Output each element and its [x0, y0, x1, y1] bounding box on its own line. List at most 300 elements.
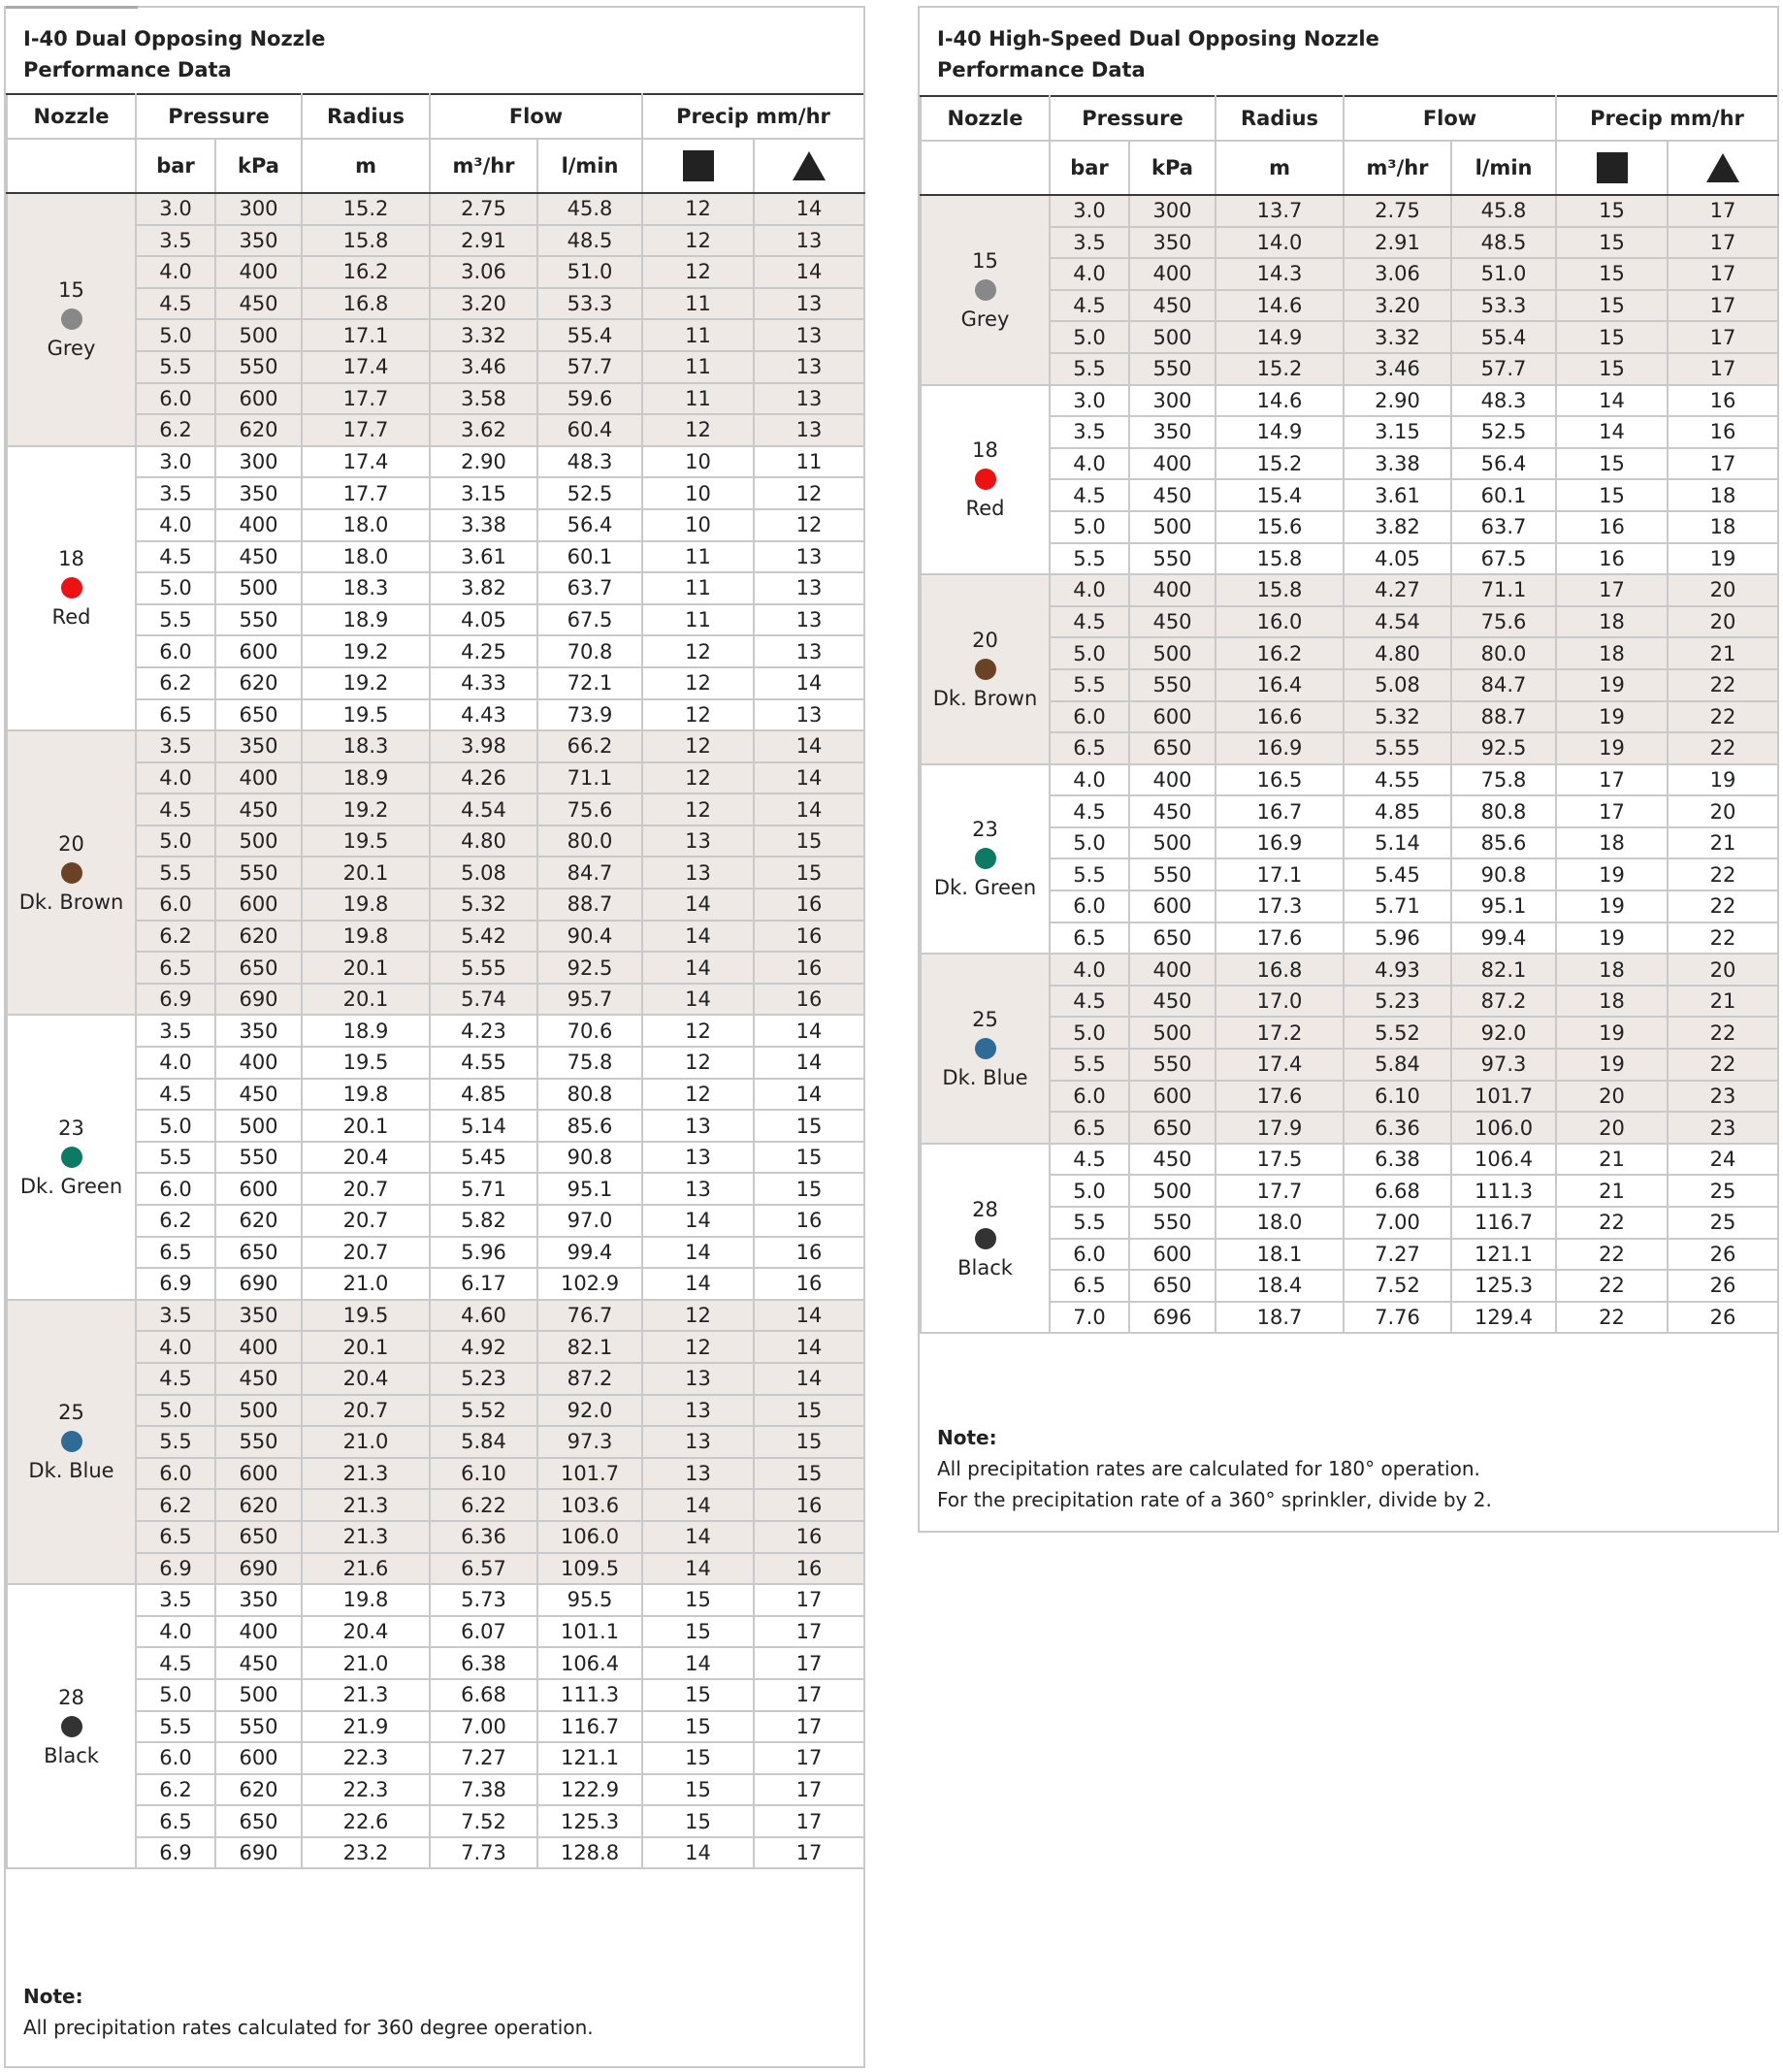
cell-kpa: 350: [215, 730, 302, 762]
cell-m3hr: 4.05: [430, 604, 537, 636]
cell-radius: 14.9: [1216, 416, 1344, 448]
table-row: [921, 543, 1778, 575]
cell-precip-square: 19: [1556, 890, 1668, 923]
cell-radius: 17.1: [302, 319, 430, 351]
cell-bar: 5.5: [136, 351, 215, 383]
nozzle-dot-wrap: [922, 656, 1049, 683]
cell-kpa: 450: [1129, 479, 1216, 511]
cell-precip-triangle: 17: [754, 1805, 864, 1837]
cell-radius: 16.2: [1216, 637, 1344, 669]
header-pressure: Pressure: [136, 94, 302, 139]
cell-lmin: 97.0: [537, 1205, 642, 1237]
cell-bar: 6.0: [136, 889, 215, 921]
left-performance-table: [6, 93, 865, 1869]
cell-radius: 17.7: [302, 383, 430, 415]
cell-m3hr: 6.57: [430, 1553, 537, 1585]
table-row: [7, 793, 864, 826]
subheader-empty: [7, 139, 136, 193]
cell-m3hr: 4.54: [1344, 606, 1451, 638]
cell-precip-triangle: 23: [1668, 1112, 1778, 1144]
cell-m3hr: 4.05: [1344, 543, 1451, 575]
cell-precip-triangle: 13: [754, 699, 864, 731]
table-row: [7, 1805, 864, 1837]
table-row: [7, 477, 864, 509]
cell-kpa: 696: [1129, 1302, 1216, 1334]
cell-m3hr: 4.55: [1344, 764, 1451, 796]
nozzle-cell: [7, 446, 136, 730]
cell-kpa: 600: [1129, 701, 1216, 733]
cell-bar: 6.0: [136, 635, 215, 667]
cell-precip-triangle: 15: [754, 1395, 864, 1427]
cell-kpa: 450: [1129, 1144, 1216, 1176]
cell-radius: 19.5: [302, 1300, 430, 1332]
cell-precip-square: 11: [642, 288, 754, 320]
cell-precip-triangle: 11: [754, 446, 864, 478]
nozzle-size: 15: [58, 278, 84, 303]
cell-kpa: 600: [1129, 1081, 1216, 1113]
cell-kpa: 350: [215, 1015, 302, 1047]
cell-radius: 21.3: [302, 1458, 430, 1490]
cell-m3hr: 7.38: [430, 1774, 537, 1806]
cell-kpa: 450: [1129, 606, 1216, 638]
cell-precip-square: 13: [642, 1173, 754, 1205]
nozzle-cell: [921, 764, 1050, 955]
cell-bar: 4.0: [1050, 258, 1129, 290]
cell-precip-triangle: 16: [754, 984, 864, 1016]
cell-lmin: 99.4: [1451, 923, 1556, 955]
cell-m3hr: 4.60: [430, 1300, 537, 1332]
table-row: [7, 225, 864, 257]
cell-precip-triangle: 16: [754, 1268, 864, 1300]
cell-precip-triangle: 14: [754, 193, 864, 225]
cell-radius: 18.0: [302, 509, 430, 541]
cell-lmin: 106.4: [1451, 1144, 1556, 1176]
table-header: [7, 94, 864, 193]
cell-bar: 5.5: [1050, 543, 1129, 575]
cell-radius: 17.2: [1216, 1017, 1344, 1049]
cell-lmin: 75.8: [537, 1047, 642, 1079]
cell-m3hr: 5.96: [430, 1237, 537, 1269]
cell-precip-square: 19: [1556, 1049, 1668, 1081]
nozzle-dot-wrap: [922, 1225, 1049, 1252]
cell-bar: 6.0: [136, 383, 215, 415]
cell-bar: 3.5: [136, 1584, 215, 1616]
cell-bar: 5.0: [1050, 511, 1129, 543]
cell-lmin: 66.2: [537, 730, 642, 762]
nozzle-dot-wrap: [8, 574, 135, 601]
cell-radius: 17.9: [1216, 1112, 1344, 1144]
nozzle-color-name: Dk. Green: [933, 876, 1037, 900]
note-line: For the precipitation rate of a 360° sprinkler, divide by 2.: [937, 1488, 1492, 1511]
cell-bar: 4.0: [136, 509, 215, 541]
cell-m3hr: 7.00: [1344, 1207, 1451, 1239]
header-radius: Radius: [302, 94, 430, 139]
cell-precip-square: 18: [1556, 954, 1668, 986]
table-row: [7, 1837, 864, 1869]
cell-lmin: 48.3: [537, 446, 642, 478]
cell-radius: 19.2: [302, 793, 430, 826]
cell-lmin: 51.0: [1451, 258, 1556, 290]
cell-radius: 20.1: [302, 984, 430, 1016]
cell-kpa: 500: [1129, 1175, 1216, 1207]
cell-m3hr: 3.15: [1344, 416, 1451, 448]
nozzle-size: 20: [972, 628, 998, 652]
subheader-kpa: kPa: [215, 139, 302, 193]
cell-lmin: 53.3: [537, 288, 642, 320]
nozzle-size: 25: [58, 1401, 84, 1425]
cell-m3hr: 3.98: [430, 730, 537, 762]
cell-precip-triangle: 16: [1668, 416, 1778, 448]
cell-precip-triangle: 22: [1668, 858, 1778, 890]
cell-lmin: 99.4: [537, 1237, 642, 1269]
cell-lmin: 51.0: [537, 256, 642, 288]
cell-m3hr: 7.27: [430, 1742, 537, 1774]
cell-precip-triangle: 17: [754, 1711, 864, 1743]
cell-m3hr: 4.33: [430, 667, 537, 699]
table-row: [921, 290, 1778, 322]
table-row: [921, 1239, 1778, 1271]
cell-lmin: 125.3: [1451, 1270, 1556, 1302]
cell-precip-triangle: 16: [754, 952, 864, 984]
triangle-icon: [793, 151, 826, 180]
cell-radius: 19.8: [302, 921, 430, 953]
cell-precip-square: 22: [1556, 1270, 1668, 1302]
cell-radius: 17.4: [1216, 1049, 1344, 1081]
nozzle-color-dot-icon: [61, 577, 82, 599]
nozzle-color-name: Grey: [960, 307, 1010, 331]
cell-precip-square: 14: [1556, 385, 1668, 417]
cell-m3hr: 6.36: [430, 1521, 537, 1553]
cell-precip-triangle: 14: [754, 762, 864, 794]
cell-precip-triangle: 15: [754, 857, 864, 889]
cell-precip-triangle: 16: [754, 1521, 864, 1553]
cell-m3hr: 2.91: [1344, 227, 1451, 259]
table-row: [7, 193, 864, 225]
cell-m3hr: 5.71: [1344, 890, 1451, 923]
cell-precip-square: 14: [642, 952, 754, 984]
cell-lmin: 129.4: [1451, 1302, 1556, 1334]
cell-precip-triangle: 13: [754, 383, 864, 415]
nozzle-size: 20: [58, 831, 84, 856]
table-row: [7, 1363, 864, 1395]
cell-lmin: 121.1: [1451, 1239, 1556, 1271]
cell-bar: 6.2: [136, 921, 215, 953]
cell-kpa: 400: [1129, 258, 1216, 290]
cell-precip-triangle: 13: [754, 351, 864, 383]
header-radius: Radius: [1216, 96, 1344, 141]
cell-precip-square: 12: [642, 1331, 754, 1363]
table-row: [921, 195, 1778, 227]
cell-bar: 4.5: [1050, 795, 1129, 827]
subheader-m3hr: m³/hr: [430, 139, 537, 193]
cell-m3hr: 3.61: [1344, 479, 1451, 511]
cell-precip-triangle: 20: [1668, 574, 1778, 606]
subheader-lmin: l/min: [537, 139, 642, 193]
cell-precip-square: 11: [642, 604, 754, 636]
cell-radius: 20.1: [302, 952, 430, 984]
cell-radius: 17.1: [1216, 858, 1344, 890]
cell-precip-square: 22: [1556, 1207, 1668, 1239]
cell-radius: 16.4: [1216, 669, 1344, 701]
cell-radius: 20.1: [302, 1110, 430, 1142]
table-row: [7, 1015, 864, 1047]
cell-precip-square: 12: [642, 635, 754, 667]
cell-m3hr: 4.85: [430, 1079, 537, 1111]
nozzle-dot-wrap: [922, 466, 1049, 493]
cell-bar: 4.5: [1050, 1144, 1129, 1176]
cell-precip-triangle: 17: [754, 1647, 864, 1679]
cell-kpa: 550: [1129, 858, 1216, 890]
table-row: [7, 572, 864, 604]
cell-bar: 4.0: [1050, 764, 1129, 796]
table-row: [7, 1047, 864, 1079]
left-performance-panel: [4, 6, 865, 2068]
cell-precip-triangle: 17: [754, 1774, 864, 1806]
cell-radius: 18.7: [1216, 1302, 1344, 1334]
cell-lmin: 75.8: [1451, 764, 1556, 796]
cell-radius: 20.4: [302, 1363, 430, 1395]
cell-precip-square: 14: [642, 984, 754, 1016]
cell-bar: 5.0: [136, 1110, 215, 1142]
cell-radius: 15.2: [302, 193, 430, 225]
cell-lmin: 67.5: [537, 604, 642, 636]
nozzle-color-dot-icon: [975, 1038, 996, 1059]
cell-precip-triangle: 14: [754, 1300, 864, 1332]
cell-precip-square: 19: [1556, 1017, 1668, 1049]
cell-bar: 6.5: [1050, 1270, 1129, 1302]
cell-bar: 3.0: [1050, 385, 1129, 417]
table-row: [7, 667, 864, 699]
nozzle-color-name: Black: [44, 1743, 99, 1767]
cell-precip-triangle: 17: [754, 1616, 864, 1648]
cell-radius: 23.2: [302, 1837, 430, 1869]
cell-lmin: 92.0: [537, 1395, 642, 1427]
cell-precip-triangle: 14: [754, 667, 864, 699]
cell-bar: 5.5: [1050, 353, 1129, 385]
cell-precip-triangle: 17: [1668, 321, 1778, 353]
cell-precip-square: 12: [642, 193, 754, 225]
cell-radius: 22.3: [302, 1742, 430, 1774]
cell-m3hr: 6.68: [430, 1679, 537, 1711]
cell-kpa: 400: [215, 762, 302, 794]
cell-bar: 5.5: [136, 1142, 215, 1174]
cell-precip-square: 13: [642, 1458, 754, 1490]
cell-precip-triangle: 14: [754, 1015, 864, 1047]
cell-precip-square: 20: [1556, 1081, 1668, 1113]
cell-precip-triangle: 14: [754, 1363, 864, 1395]
note-line: All precipitation rates are calculated for 180° operation.: [937, 1457, 1480, 1480]
cell-m3hr: 6.68: [1344, 1175, 1451, 1207]
cell-bar: 5.0: [136, 1679, 215, 1711]
table-row: [7, 1521, 864, 1553]
table-row: [921, 1081, 1778, 1113]
cell-bar: 3.5: [1050, 227, 1129, 259]
cell-radius: 20.7: [302, 1395, 430, 1427]
cell-lmin: 90.8: [537, 1142, 642, 1174]
cell-kpa: 620: [215, 1774, 302, 1806]
cell-m3hr: 5.55: [1344, 732, 1451, 764]
header-flow: Flow: [430, 94, 642, 139]
cell-bar: 5.5: [136, 604, 215, 636]
cell-bar: 6.0: [136, 1173, 215, 1205]
table-row: [7, 1300, 864, 1332]
table-row: [921, 479, 1778, 511]
cell-lmin: 111.3: [1451, 1175, 1556, 1207]
right-title-line2: Performance Data: [937, 58, 1146, 81]
cell-radius: 18.3: [302, 572, 430, 604]
cell-precip-square: 14: [642, 1553, 754, 1585]
cell-bar: 4.0: [136, 1047, 215, 1079]
cell-m3hr: 5.71: [430, 1173, 537, 1205]
right-title-line1: I-40 High-Speed Dual Opposing Nozzle: [937, 27, 1379, 50]
cell-m3hr: 5.14: [430, 1110, 537, 1142]
cell-radius: 17.4: [302, 351, 430, 383]
cell-precip-triangle: 14: [754, 1047, 864, 1079]
cell-m3hr: 5.14: [1344, 827, 1451, 859]
subheader-m: m: [302, 139, 430, 193]
cell-kpa: 450: [215, 541, 302, 573]
cell-lmin: 106.0: [1451, 1112, 1556, 1144]
cell-radius: 22.3: [302, 1774, 430, 1806]
cell-radius: 14.9: [1216, 321, 1344, 353]
cell-kpa: 300: [1129, 195, 1216, 227]
cell-radius: 20.1: [302, 857, 430, 889]
cell-lmin: 80.0: [1451, 637, 1556, 669]
cell-kpa: 550: [215, 1426, 302, 1458]
cell-precip-square: 10: [642, 446, 754, 478]
cell-precip-square: 13: [642, 857, 754, 889]
cell-precip-triangle: 24: [1668, 1144, 1778, 1176]
cell-m3hr: 4.27: [1344, 574, 1451, 606]
table-row: [7, 383, 864, 415]
cell-precip-triangle: 16: [754, 889, 864, 921]
cell-lmin: 45.8: [537, 193, 642, 225]
cell-kpa: 400: [215, 509, 302, 541]
cell-bar: 6.5: [1050, 923, 1129, 955]
cell-radius: 18.4: [1216, 1270, 1344, 1302]
cell-precip-square: 14: [1556, 416, 1668, 448]
nozzle-dot-wrap: [8, 1713, 135, 1740]
cell-kpa: 650: [215, 952, 302, 984]
subheader-m: m: [1216, 141, 1344, 195]
cell-precip-triangle: 17: [1668, 227, 1778, 259]
cell-bar: 5.0: [136, 572, 215, 604]
cell-bar: 5.5: [136, 857, 215, 889]
cell-bar: 6.2: [136, 667, 215, 699]
nozzle-cell: [7, 1015, 136, 1299]
cell-m3hr: 4.55: [430, 1047, 537, 1079]
cell-bar: 4.0: [136, 1331, 215, 1363]
cell-m3hr: 5.73: [430, 1584, 537, 1616]
cell-precip-triangle: 26: [1668, 1239, 1778, 1271]
cell-m3hr: 2.91: [430, 225, 537, 257]
cell-m3hr: 4.92: [430, 1331, 537, 1363]
cell-bar: 6.9: [136, 984, 215, 1016]
subheader-square: [642, 139, 754, 193]
cell-m3hr: 3.82: [430, 572, 537, 604]
cell-precip-triangle: 21: [1668, 986, 1778, 1018]
cell-kpa: 450: [215, 1079, 302, 1111]
cell-m3hr: 3.20: [430, 288, 537, 320]
cell-precip-triangle: 25: [1668, 1207, 1778, 1239]
nozzle-dot-wrap: [8, 1428, 135, 1455]
cell-kpa: 550: [215, 604, 302, 636]
cell-lmin: 48.3: [1451, 385, 1556, 417]
nozzle-size: 28: [58, 1685, 84, 1709]
table-row: [7, 762, 864, 794]
cell-radius: 20.4: [302, 1142, 430, 1174]
cell-lmin: 95.5: [537, 1584, 642, 1616]
cell-precip-square: 11: [642, 319, 754, 351]
cell-lmin: 90.8: [1451, 858, 1556, 890]
nozzle-color-dot-icon: [975, 1228, 996, 1249]
cell-precip-triangle: 14: [754, 793, 864, 826]
cell-radius: 21.0: [302, 1426, 430, 1458]
cell-radius: 14.6: [1216, 290, 1344, 322]
cell-precip-square: 13: [642, 1395, 754, 1427]
nozzle-color-dot-icon: [975, 848, 996, 869]
cell-bar: 6.5: [136, 952, 215, 984]
cell-bar: 4.0: [136, 1616, 215, 1648]
cell-precip-square: 22: [1556, 1239, 1668, 1271]
note-title: Note:: [23, 1985, 83, 2008]
table-row: [7, 446, 864, 478]
cell-precip-square: 19: [1556, 701, 1668, 733]
table-row: [7, 414, 864, 446]
cell-lmin: 60.1: [1451, 479, 1556, 511]
cell-m3hr: 7.52: [1344, 1270, 1451, 1302]
cell-m3hr: 5.45: [430, 1142, 537, 1174]
header-pressure: Pressure: [1050, 96, 1216, 141]
cell-precip-square: 12: [642, 699, 754, 731]
cell-bar: 6.0: [1050, 890, 1129, 923]
cell-radius: 13.7: [1216, 195, 1344, 227]
cell-m3hr: 4.93: [1344, 954, 1451, 986]
cell-lmin: 56.4: [537, 509, 642, 541]
cell-precip-square: 15: [1556, 227, 1668, 259]
cell-kpa: 300: [1129, 385, 1216, 417]
cell-kpa: 650: [1129, 732, 1216, 764]
subheader-row: [7, 139, 864, 193]
table-row: [921, 954, 1778, 986]
cell-precip-triangle: 18: [1668, 511, 1778, 543]
cell-radius: 17.5: [1216, 1144, 1344, 1176]
cell-lmin: 73.9: [537, 699, 642, 731]
cell-m3hr: 3.58: [430, 383, 537, 415]
cell-m3hr: 5.52: [430, 1395, 537, 1427]
cell-precip-square: 10: [642, 509, 754, 541]
cell-precip-square: 15: [642, 1679, 754, 1711]
table-row: [7, 604, 864, 636]
cell-bar: 3.5: [136, 1015, 215, 1047]
table-row: [7, 1395, 864, 1427]
cell-lmin: 76.7: [537, 1300, 642, 1332]
cell-kpa: 500: [1129, 637, 1216, 669]
cell-radius: 18.9: [302, 762, 430, 794]
cell-precip-square: 14: [642, 1489, 754, 1521]
cell-radius: 20.7: [302, 1173, 430, 1205]
cell-precip-triangle: 22: [1668, 923, 1778, 955]
panel-top-accent: [6, 6, 138, 9]
cell-precip-triangle: 22: [1668, 1017, 1778, 1049]
nozzle-color-dot-icon: [975, 659, 996, 680]
nozzle-color-dot-icon: [975, 469, 996, 490]
cell-bar: 6.5: [136, 1521, 215, 1553]
cell-precip-square: 19: [1556, 669, 1668, 701]
cell-precip-triangle: 16: [754, 921, 864, 953]
cell-precip-triangle: 15: [754, 1426, 864, 1458]
cell-lmin: 88.7: [537, 889, 642, 921]
